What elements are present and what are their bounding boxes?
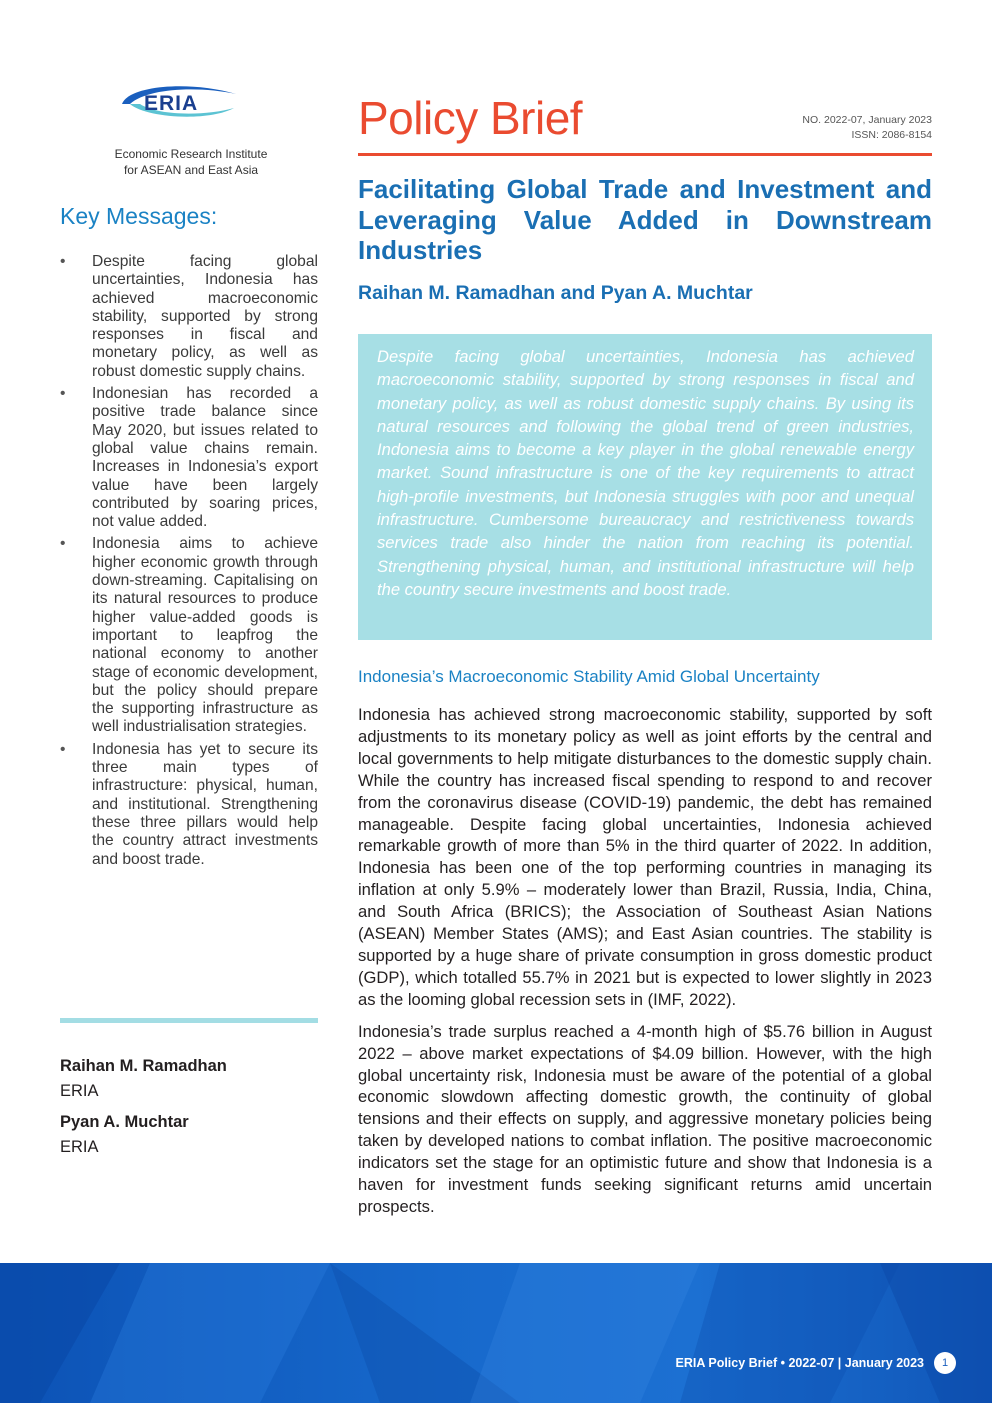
issue-number: NO. 2022-07, January 2023 bbox=[802, 114, 932, 126]
org-line-1: Economic Research Institute bbox=[114, 147, 268, 161]
summary-box bbox=[358, 334, 932, 640]
key-message-item: • Despite facing global uncertainties, Indonesia has achieved macroeconomic stability, supported by strong responses in fiscal and monetary policy, as well as robust domestic supply chains. bbox=[60, 253, 318, 381]
eria-logo bbox=[118, 82, 240, 122]
author-list bbox=[60, 1054, 318, 1166]
document-authors: Raihan M. Ramadhan and Pyan A. Muchtar bbox=[358, 282, 753, 304]
author-name: Raihan M. Ramadhan bbox=[60, 1057, 227, 1075]
footer-text: ERIA Policy Brief • 2022-07 | January 2023 bbox=[675, 1356, 924, 1370]
key-messages-title: Key Messages: bbox=[60, 203, 218, 229]
body-paragraph: Indonesia has achieved strong macroeconomic stability, supported by soft adjustments to its monetary policy as well as joint efforts by the central and local governments to help mitigate disturbances to the domestic supply chain. While the country has increased fiscal spending to respond to and recover from the coronavirus disease (COVID-19) pandemic, the debt has remained manageable. Despite facing global uncertainties, Indonesia achieved remarkable growth of more than 5% in the third quarter of 2022. In addition, Indonesia has been one of the top performing countries in managing its inflation at only 5.9% – moderately lower than Brazil, Russia, India, China, and South Africa (BRICS); the Association of Southeast Asian Nations (ASEAN) Member States (AMS); and East Asian countries. The stability is supported by a huge share of private consumption in gross domestic product (GDP), which totalled 55.7% in 2021 but is expected to lower slightly in 2023 as the looming global recession sets in (IMF, 2022). bbox=[358, 705, 932, 1009]
logo-text: ERIA bbox=[144, 92, 199, 115]
issue-info bbox=[802, 113, 932, 143]
key-message-item: • Indonesia aims to achieve higher economic growth through down-streaming. Capitalising on its natural resources to produce higher value-added goods is important to leapfrog the national economy to another stage of economic development, but the policy should prepare the supporting infrastructure as well industrialisation strategies. bbox=[60, 535, 318, 736]
key-messages-list bbox=[60, 253, 318, 873]
footer-pattern bbox=[0, 1263, 992, 1403]
header-divider bbox=[358, 153, 932, 156]
policy-brief-label: Policy Brief bbox=[358, 92, 583, 144]
issn: ISSN: 2086-8154 bbox=[851, 129, 932, 141]
org-line-2: for ASEAN and East Asia bbox=[123, 162, 259, 177]
document-title: Facilitating Global Trade and Investment and Leveraging Value Added in Downstream Industries bbox=[358, 174, 932, 265]
section-heading: Indonesia’s Macroeconomic Stability Amid Global Uncertainty bbox=[358, 667, 820, 686]
organization-name bbox=[60, 147, 322, 178]
key-message-item: • Indonesian has recorded a positive trade balance since May 2020, but issues related to global value chains remain. Increases in Indonesia’s export value have been largely contributed by soaring prices, not value added. bbox=[60, 385, 318, 531]
author-affiliation: ERIA bbox=[60, 1082, 99, 1100]
author-affiliation: ERIA bbox=[60, 1138, 99, 1156]
footer-band bbox=[0, 1263, 992, 1403]
body-paragraph: Indonesia’s trade surplus reached a 4-month high of $5.76 billion in August 2022 – above market expectations of $4.09 billion. However, with the high global uncertainty risk, Indonesia must be aware of the potential of a global economic slowdown affecting domestic growth, the continuity of global tensions and their effects on supply, and aggressive monetary policies being taken by developed nations to combat inflation. The positive macroeconomic indicators set the stage for an optimistic future and show that Indonesia is a haven for investment funds seeking significant returns amid uncertain prospects. bbox=[358, 1021, 932, 1216]
sidebar-divider bbox=[60, 1018, 318, 1023]
body-text bbox=[358, 704, 932, 1228]
key-message-item: • Indonesia has yet to secure its three main types of infrastructure: physical, human, and institutional. Strengthening these three pillars would help the country attract investments and boost trade. bbox=[60, 741, 318, 869]
page-number: 1 bbox=[934, 1352, 956, 1374]
summary-text: Despite facing global uncertainties, Indonesia has achieved macroeconomic stability, supported by strong responses in fiscal and monetary policy, as well as robust domestic supply chains. By using its natural resources and following the global trend of green industries, Indonesia aims to become a key player in the global renewable energy market. Sound infrastructure is one of the key requirements to attract high-profile investments, but Indonesia struggles with poor and unequal infrastructure. Cumbersome bureaucracy and restrictiveness towards services trade also hinder the nation from reaching its potential. Strengthening physical, human, and institutional infrastructure will help the country secure investments and boost trade. bbox=[377, 347, 914, 599]
author-name: Pyan A. Muchtar bbox=[60, 1113, 189, 1131]
